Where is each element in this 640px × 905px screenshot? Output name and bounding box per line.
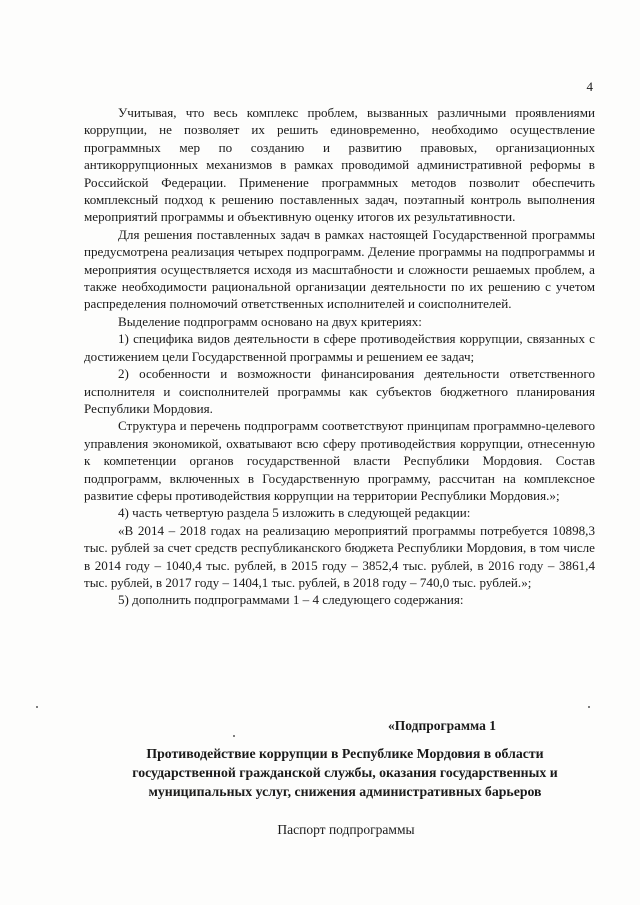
subprogram-label: «Подпрограмма 1 bbox=[388, 718, 497, 733]
scan-speck bbox=[233, 735, 235, 737]
body-text bbox=[84, 104, 595, 609]
paragraph-subprograms-purpose: Для решения поставленных задач в рамках настоящей Государственной программы предусмотрена реализация четырех подпрограмм. Деление программы на подпрограммы и мероприятия осуществляется исходя из масштабности и сложности решаемых проблем, а также необходимости рациональной организации деятельности по их решению с учетом распределения полномочий ответственных исполнителей и соисполнителей. bbox=[84, 226, 595, 312]
scan-speck bbox=[36, 706, 38, 708]
subprogram-title: Противодействие коррупции в Республике Мордовия в области государственной гражданской службы, оказания государственных и муниципальных услуг, снижения административных барьеров bbox=[132, 746, 558, 799]
passport-heading: Паспорт подпрограммы bbox=[277, 822, 415, 837]
criterion-1: 1) специфика видов деятельности в сфере противодействия коррупции, связанных с достижением цели Государственной программы и решением ее задач; bbox=[84, 331, 595, 364]
paragraph-structure: Структура и перечень подпрограмм соответствуют принципам программно-целевого управления экономикой, охватывают всю сферу противодействия коррупции, отнесенную к компетенции органов государственной власти Республики Мордовия. Состав подпрограмм, включенных в Государственную программу, рассчитан на комплексное развитие сферы противодействия коррупции на территории Республики Мордовия.»; bbox=[84, 418, 595, 503]
scan-speck bbox=[588, 706, 590, 708]
criterion-2: 2) особенности и возможности финансирования деятельности ответственного исполнителя и соисполнителей программы как субъектов бюджетного планирования Республики Мордовия. bbox=[84, 366, 595, 416]
page-number: 4 bbox=[586, 79, 593, 94]
paragraph-complex-problems: Учитывая, что весь комплекс проблем, вызванных различными проявлениями коррупции, не позволяет их решить единовременно, необходимо осуществление программных мер по созданию и развитию правовых, организационных антикоррупционных механизмов в рамках проводимой административной реформы в Российской Федерации. Применение программных методов позволит обеспечить комплексный подход к решению поставленных задач, поэтапный контроль выполнения мероприятий программы и объективную оценку итогов их результативности. bbox=[84, 105, 595, 225]
paragraph-funding: «В 2014 – 2018 годах на реализацию мероприятий программы потребуется 10898,3 тыс. рублей за счет средств республиканского бюджета Республики Мордовия, в том числе в 2014 году – 1040,4 тыс. рублей, в 2015 году – 3852,4 тыс. рублей, в 2016 году – 3861,4 тыс. рублей, в 2017 году – 1404,1 тыс. рублей, в 2018 году – 740,0 тыс. рублей.»; bbox=[84, 522, 595, 590]
amendment-5: 5) дополнить подпрограммами 1 – 4 следующего содержания: bbox=[118, 592, 464, 608]
amendment-4: 4) часть четвертую раздела 5 изложить в следующей редакции: bbox=[118, 505, 471, 521]
paragraph-criteria-intro: Выделение подпрограмм основано на двух критериях: bbox=[118, 313, 422, 329]
